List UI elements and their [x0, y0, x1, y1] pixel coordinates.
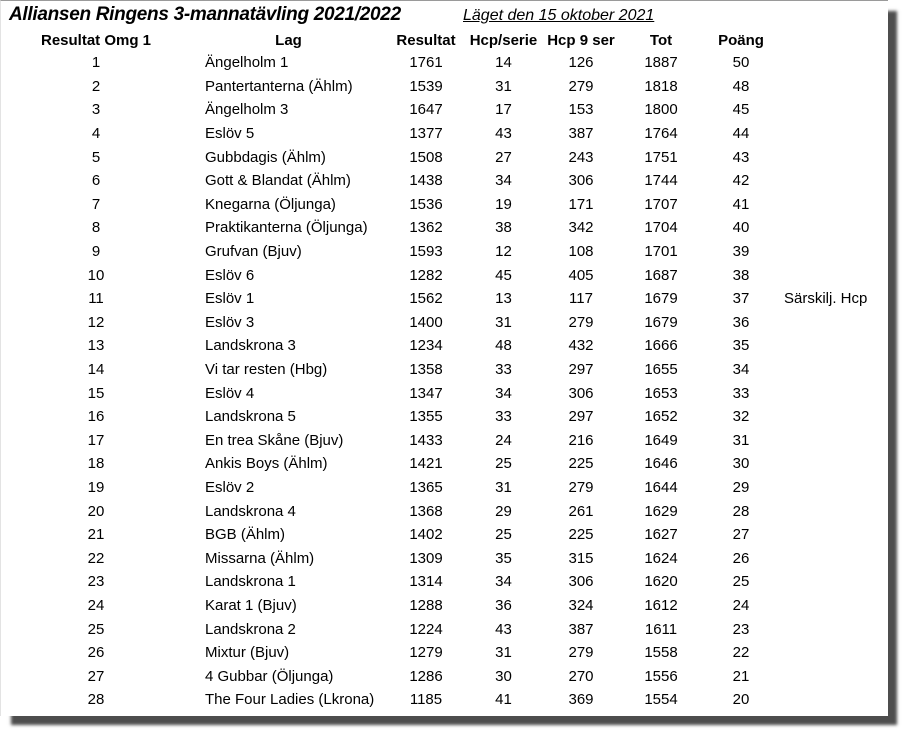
cell-tot: 1800	[644, 101, 678, 119]
cell-lag: Eslöv 2	[205, 478, 255, 496]
table-row	[1, 594, 889, 618]
cell-poang: 24	[732, 596, 750, 614]
cell-note	[781, 122, 889, 146]
cell-rank: 18	[87, 455, 105, 473]
cell-rank: 17	[87, 431, 105, 449]
column-header-poang: Poäng	[718, 32, 764, 49]
table-header-row	[1, 30, 889, 51]
cell-lag: Eslöv 4	[205, 384, 255, 402]
page-title: Alliansen Ringens 3-mannatävling 2021/2022	[9, 4, 401, 25]
cell-lag: Ängelholm 3	[205, 101, 289, 119]
cell-rank: 8	[91, 219, 101, 237]
cell-hcp_9_ser: 324	[568, 596, 594, 614]
cell-resultat: 1309	[409, 549, 443, 567]
cell-rank: 5	[91, 148, 101, 166]
cell-tot: 1764	[644, 125, 678, 143]
cell-note	[781, 98, 889, 122]
cell-note	[781, 145, 889, 169]
cell-tot: 1649	[644, 431, 678, 449]
cell-hcp_serie: 34	[495, 172, 512, 190]
table-row	[1, 358, 889, 382]
cell-note	[781, 51, 889, 75]
cell-tot: 1652	[644, 408, 678, 426]
cell-hcp_9_ser: 387	[568, 125, 594, 143]
cell-tot: 1646	[644, 455, 678, 473]
cell-tot: 1554	[644, 691, 678, 709]
cell-hcp_9_ser: 279	[568, 313, 594, 331]
cell-lag: Pantertanterna (Ählm)	[205, 77, 353, 95]
cell-hcp_serie: 25	[495, 455, 512, 473]
cell-hcp_9_ser: 126	[568, 54, 594, 72]
table-row	[1, 381, 889, 405]
cell-rank: 9	[91, 243, 101, 261]
cell-poang: 38	[732, 266, 750, 284]
cell-lag: En trea Skåne (Bjuv)	[205, 431, 344, 449]
cell-hcp_9_ser: 243	[568, 148, 594, 166]
cell-lag: Ängelholm 1	[205, 54, 289, 72]
cell-tot: 1744	[644, 172, 678, 190]
cell-lag: Vi tar resten (Hbg)	[205, 361, 328, 379]
cell-tot: 1701	[644, 243, 678, 261]
cell-lag: Eslöv 5	[205, 125, 255, 143]
cell-tot: 1818	[644, 77, 678, 95]
cell-note	[781, 263, 889, 287]
cell-resultat: 1314	[409, 573, 443, 591]
cell-resultat: 1355	[409, 408, 443, 426]
cell-hcp_9_ser: 279	[568, 644, 594, 662]
cell-rank: 25	[87, 620, 105, 638]
cell-hcp_serie: 31	[495, 644, 512, 662]
cell-note	[781, 334, 889, 358]
cell-resultat: 1421	[409, 455, 443, 473]
cell-hcp_9_ser: 387	[568, 620, 594, 638]
cell-hcp_9_ser: 315	[568, 549, 594, 567]
cell-hcp_serie: 33	[495, 361, 512, 379]
cell-resultat: 1433	[409, 431, 443, 449]
cell-poang: 43	[732, 148, 750, 166]
cell-poang: 42	[732, 172, 750, 190]
cell-hcp_9_ser: 225	[568, 526, 594, 544]
cell-tot: 1556	[644, 667, 678, 685]
cell-note	[781, 641, 889, 665]
cell-note	[781, 240, 889, 264]
cell-hcp_9_ser: 153	[568, 101, 594, 119]
cell-rank: 10	[87, 266, 105, 284]
cell-tot: 1887	[644, 54, 678, 72]
cell-poang: 41	[732, 195, 750, 213]
cell-hcp_serie: 45	[495, 266, 512, 284]
cell-note	[781, 429, 889, 453]
table-row	[1, 617, 889, 641]
cell-hcp_serie: 33	[495, 408, 512, 426]
cell-hcp_serie: 12	[495, 243, 512, 261]
cell-poang: 21	[732, 667, 750, 685]
cell-hcp_9_ser: 306	[568, 172, 594, 190]
cell-rank: 26	[87, 644, 105, 662]
table-row	[1, 688, 889, 712]
cell-lag: 4 Gubbar (Öljunga)	[205, 667, 334, 685]
cell-hcp_serie: 19	[495, 195, 512, 213]
cell-rank: 23	[87, 573, 105, 591]
cell-tot: 1707	[644, 195, 678, 213]
cell-hcp_serie: 13	[495, 290, 512, 308]
cell-hcp_9_ser: 261	[568, 502, 594, 520]
cell-lag: BGB (Ählm)	[205, 526, 286, 544]
cell-resultat: 1279	[409, 644, 443, 662]
cell-note	[781, 169, 889, 193]
cell-resultat: 1562	[409, 290, 443, 308]
table-row	[1, 193, 889, 217]
cell-resultat: 1185	[409, 691, 443, 709]
table-row	[1, 75, 889, 99]
column-header-note	[781, 30, 889, 51]
column-header-resultat: Resultat	[396, 32, 456, 49]
cell-hcp_serie: 38	[495, 219, 512, 237]
cell-hcp_serie: 31	[495, 313, 512, 331]
cell-rank: 3	[91, 101, 101, 119]
cell-lag: Gubbdagis (Ählm)	[205, 148, 326, 166]
table-row	[1, 122, 889, 146]
table-row	[1, 98, 889, 122]
cell-note	[781, 617, 889, 641]
cell-hcp_9_ser: 216	[568, 431, 594, 449]
cell-note	[781, 311, 889, 335]
table-row	[1, 546, 889, 570]
cell-hcp_serie: 29	[495, 502, 512, 520]
cell-resultat: 1536	[409, 195, 443, 213]
cell-lag: Gott & Blandat (Ählm)	[205, 172, 351, 190]
cell-poang: 29	[732, 478, 750, 496]
cell-hcp_9_ser: 171	[568, 195, 594, 213]
cell-tot: 1679	[644, 313, 678, 331]
cell-resultat: 1593	[409, 243, 443, 261]
cell-poang: 39	[732, 243, 750, 261]
cell-rank: 20	[87, 502, 105, 520]
cell-resultat: 1539	[409, 77, 443, 95]
cell-hcp_serie: 48	[495, 337, 512, 355]
cell-tot: 1629	[644, 502, 678, 520]
cell-hcp_9_ser: 279	[568, 77, 594, 95]
cell-rank: 27	[87, 667, 105, 685]
column-header-tot: Tot	[649, 32, 673, 49]
cell-hcp_serie: 41	[495, 691, 512, 709]
table-row	[1, 664, 889, 688]
table-row	[1, 287, 889, 311]
cell-lag: Praktikanterna (Öljunga)	[205, 219, 368, 237]
cell-poang: 48	[732, 77, 750, 95]
cell-hcp_serie: 27	[495, 148, 512, 166]
table-row	[1, 641, 889, 665]
cell-resultat: 1282	[409, 266, 443, 284]
cell-tot: 1612	[644, 596, 678, 614]
cell-poang: 40	[732, 219, 750, 237]
cell-resultat: 1286	[409, 667, 443, 685]
cell-poang: 20	[732, 691, 750, 709]
cell-lag: The Four Ladies (Lkrona)	[205, 691, 375, 709]
table-row	[1, 476, 889, 500]
cell-lag: Mixtur (Bjuv)	[205, 644, 290, 662]
cell-rank: 15	[87, 384, 105, 402]
table-row	[1, 169, 889, 193]
cell-tot: 1558	[644, 644, 678, 662]
cell-hcp_9_ser: 405	[568, 266, 594, 284]
cell-resultat: 1224	[409, 620, 443, 638]
table-row	[1, 499, 889, 523]
cell-hcp_serie: 31	[495, 478, 512, 496]
cell-poang: 34	[732, 361, 750, 379]
cell-poang: 37	[732, 290, 750, 308]
title-bar	[1, 1, 888, 30]
cell-hcp_9_ser: 279	[568, 478, 594, 496]
column-header-rank: Resultat Omg 1	[40, 32, 152, 49]
cell-note	[781, 523, 889, 547]
cell-lag: Landskrona 2	[205, 620, 296, 638]
cell-tot: 1666	[644, 337, 678, 355]
cell-tot: 1655	[644, 361, 678, 379]
table-row	[1, 311, 889, 335]
table-row	[1, 429, 889, 453]
cell-rank: 13	[87, 337, 105, 355]
cell-note	[781, 594, 889, 618]
cell-hcp_serie: 43	[495, 620, 512, 638]
cell-tot: 1653	[644, 384, 678, 402]
cell-rank: 19	[87, 478, 105, 496]
cell-hcp_9_ser: 297	[568, 408, 594, 426]
cell-hcp_serie: 34	[495, 384, 512, 402]
column-header-lag: Lag	[275, 32, 302, 49]
cell-resultat: 1761	[409, 54, 443, 72]
cell-hcp_serie: 17	[495, 101, 512, 119]
cell-resultat: 1368	[409, 502, 443, 520]
cell-note	[781, 476, 889, 500]
cell-lag: Eslöv 3	[205, 313, 255, 331]
cell-hcp_9_ser: 432	[568, 337, 594, 355]
table-row	[1, 263, 889, 287]
cell-tot: 1644	[644, 478, 678, 496]
table-row	[1, 145, 889, 169]
cell-poang: 22	[732, 644, 750, 662]
cell-lag: Landskrona 5	[205, 408, 296, 426]
cell-note	[781, 75, 889, 99]
cell-hcp_serie: 24	[495, 431, 512, 449]
table-row	[1, 216, 889, 240]
cell-tot: 1627	[644, 526, 678, 544]
cell-hcp_9_ser: 270	[568, 667, 594, 685]
cell-hcp_serie: 43	[495, 125, 512, 143]
cell-poang: 28	[732, 502, 750, 520]
cell-rank: 14	[87, 361, 105, 379]
cell-resultat: 1508	[409, 148, 443, 166]
cell-hcp_9_ser: 369	[568, 691, 594, 709]
cell-poang: 44	[732, 125, 750, 143]
cell-note	[781, 499, 889, 523]
cell-resultat: 1358	[409, 361, 443, 379]
cell-poang: 50	[732, 54, 750, 72]
cell-hcp_9_ser: 306	[568, 573, 594, 591]
cell-poang: 23	[732, 620, 750, 638]
cell-rank: 11	[88, 290, 104, 308]
cell-resultat: 1234	[409, 337, 443, 355]
column-header-hcp_9_ser: Hcp 9 ser	[547, 32, 615, 49]
cell-rank: 7	[91, 195, 101, 213]
cell-poang: 35	[732, 337, 750, 355]
status-date-note: Läget den 15 oktober 2021	[463, 7, 655, 24]
cell-note	[781, 664, 889, 688]
cell-poang: 33	[732, 384, 750, 402]
cell-hcp_serie: 36	[495, 596, 512, 614]
table-row	[1, 452, 889, 476]
cell-resultat: 1347	[409, 384, 443, 402]
cell-note	[781, 452, 889, 476]
cell-tot: 1611	[644, 620, 678, 638]
table-row	[1, 334, 889, 358]
cell-hcp_serie: 30	[495, 667, 512, 685]
cell-poang: 26	[732, 549, 750, 567]
cell-resultat: 1365	[409, 478, 443, 496]
cell-note	[781, 405, 889, 429]
cell-note	[781, 216, 889, 240]
cell-resultat: 1400	[409, 313, 443, 331]
cell-hcp_9_ser: 342	[568, 219, 594, 237]
cell-lag: Karat 1 (Bjuv)	[205, 596, 297, 614]
cell-rank: 4	[91, 125, 101, 143]
cell-hcp_9_ser: 225	[568, 455, 594, 473]
cell-resultat: 1647	[409, 101, 443, 119]
column-header-hcp_serie: Hcp/serie	[469, 32, 538, 49]
cell-lag: Knegarna (Öljunga)	[205, 195, 336, 213]
cell-poang: 30	[732, 455, 750, 473]
cell-rank: 22	[87, 549, 105, 567]
cell-poang: 32	[732, 408, 750, 426]
cell-hcp_9_ser: 297	[568, 361, 594, 379]
cell-tot: 1687	[644, 266, 678, 284]
cell-tot: 1751	[644, 148, 678, 166]
cell-resultat: 1288	[409, 596, 443, 614]
table-row	[1, 240, 889, 264]
cell-hcp_9_ser: 306	[568, 384, 594, 402]
cell-rank: 21	[87, 526, 105, 544]
cell-rank: 1	[91, 54, 101, 72]
cell-resultat: 1438	[409, 172, 443, 190]
cell-note	[781, 358, 889, 382]
cell-note	[781, 193, 889, 217]
cell-hcp_serie: 14	[495, 54, 512, 72]
cell-note	[781, 381, 889, 405]
cell-poang: 45	[732, 101, 750, 119]
cell-lag: Landskrona 4	[205, 502, 296, 520]
cell-rank: 24	[87, 596, 105, 614]
cell-hcp_serie: 34	[495, 573, 512, 591]
cell-note: Särskilj. Hcp	[784, 290, 868, 308]
cell-lag: Ankis Boys (Ählm)	[205, 455, 328, 473]
table-row	[1, 570, 889, 594]
cell-lag: Eslöv 1	[205, 290, 255, 308]
cell-hcp_serie: 31	[495, 77, 512, 95]
results-table	[1, 30, 889, 712]
cell-rank: 28	[87, 691, 105, 709]
cell-note	[781, 570, 889, 594]
cell-lag: Landskrona 3	[205, 337, 296, 355]
cell-poang: 27	[732, 526, 750, 544]
cell-note	[781, 546, 889, 570]
cell-rank: 6	[91, 172, 101, 190]
cell-lag: Eslöv 6	[205, 266, 255, 284]
cell-lag: Grufvan (Bjuv)	[205, 243, 302, 261]
cell-tot: 1620	[644, 573, 678, 591]
table-row	[1, 405, 889, 429]
cell-rank: 16	[87, 408, 105, 426]
cell-hcp_9_ser: 117	[569, 290, 593, 308]
cell-resultat: 1402	[409, 526, 443, 544]
cell-hcp_9_ser: 108	[568, 243, 594, 261]
cell-rank: 2	[91, 77, 101, 95]
cell-tot: 1704	[644, 219, 678, 237]
cell-poang: 31	[732, 431, 750, 449]
cell-resultat: 1362	[409, 219, 443, 237]
cell-rank: 12	[87, 313, 105, 331]
cell-hcp_serie: 35	[495, 549, 512, 567]
cell-resultat: 1377	[409, 125, 443, 143]
table-row	[1, 523, 889, 547]
cell-tot: 1679	[644, 290, 678, 308]
cell-lag: Missarna (Ählm)	[205, 549, 315, 567]
table-row	[1, 51, 889, 75]
cell-note	[781, 688, 889, 712]
cell-poang: 36	[732, 313, 750, 331]
cell-hcp_serie: 25	[495, 526, 512, 544]
cell-poang: 25	[732, 573, 750, 591]
cell-lag: Landskrona 1	[205, 573, 296, 591]
cell-tot: 1624	[644, 549, 678, 567]
